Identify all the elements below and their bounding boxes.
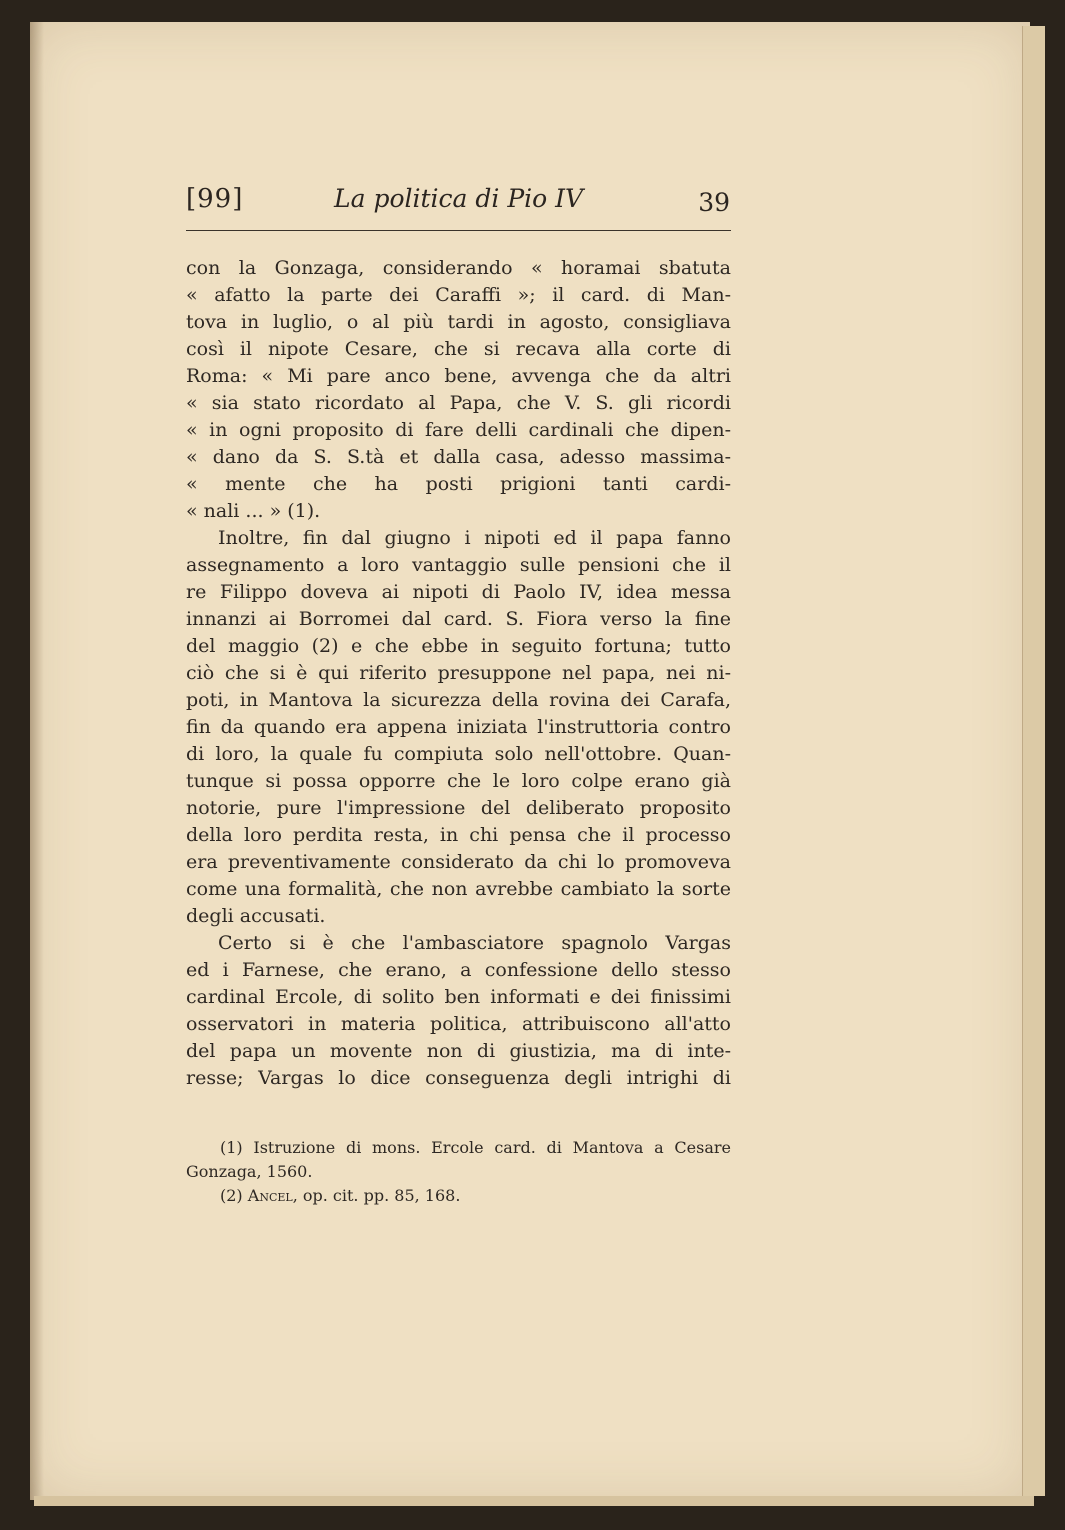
- text-line: fin da quando era appena iniziata l'instruttoria contro: [186, 716, 731, 738]
- text-line: Certo si è che l'ambasciatore spagnolo Vargas: [218, 932, 731, 954]
- text-line: « dano da S. S.tà et dalla casa, adesso massima-: [186, 446, 731, 468]
- text-line: degli accusati.: [186, 905, 326, 927]
- text-line: di loro, la quale fu compiuta solo nell'ottobre. Quan-: [186, 743, 731, 765]
- footnotes: [186, 1136, 731, 1208]
- text-line: con la Gonzaga, considerando « horamai sbatuta: [186, 257, 731, 279]
- text-line: del papa un movente non di giustizia, ma di inte-: [186, 1040, 731, 1062]
- text-line: osservatori in materia politica, attribuiscono all'atto: [186, 1013, 731, 1035]
- footnote-1-line-1: (1) Istruzione di mons. Ercole card. di Mantova a Cesare: [220, 1138, 731, 1157]
- footnote-2-author: Ancel: [247, 1186, 293, 1205]
- text-line: Inoltre, fin dal giugno i nipoti ed il papa fanno: [218, 527, 731, 549]
- text-line: « in ogni proposito di fare delli cardinali che dipen-: [186, 419, 731, 441]
- gutter-shadow: [30, 22, 44, 1500]
- running-header: [186, 182, 734, 226]
- text-line: re Filippo doveva ai nipoti di Paolo IV, idea messa: [186, 581, 731, 603]
- text-line: « sia stato ricordato al Papa, che V. S. gli ricordi: [186, 392, 731, 414]
- page-edge-right: [1022, 26, 1045, 1496]
- body-text: [186, 255, 731, 1092]
- text-line: « mente che ha posti prigioni tanti cardi-: [186, 473, 731, 495]
- text-line: « afatto la parte dei Caraffi »; il card. di Man-: [186, 284, 731, 306]
- text-line: cardinal Ercole, di solito ben informati e dei finissimi: [186, 986, 731, 1008]
- footnote-1-line-2: Gonzaga, 1560.: [186, 1162, 313, 1181]
- footnote-2-citation: , op. cit. pp. 85, 168.: [292, 1186, 461, 1205]
- text-line: ed i Farnese, che erano, a confessione dello stesso: [186, 959, 731, 981]
- text-line: poti, in Mantova la sicurezza della rovina dei Carafa,: [186, 689, 731, 711]
- footnote-2-marker: (2): [220, 1186, 243, 1205]
- text-line: tova in luglio, o al più tardi in agosto, consigliava: [186, 311, 731, 333]
- running-title: La politica di Pio IV: [334, 184, 584, 213]
- page-edge-bottom: [34, 1496, 1034, 1506]
- text-line: così il nipote Cesare, che si recava alla corte di: [186, 338, 731, 360]
- text-line: notorie, pure l'impressione del deliberato proposito: [186, 797, 731, 819]
- text-line: ciò che si è qui riferito presuppone nel papa, nei ni-: [186, 662, 731, 684]
- text-line: tunque si possa opporre che le loro colpe erano già: [186, 770, 731, 792]
- text-line: della loro perdita resta, in chi pensa che il processo: [186, 824, 731, 846]
- text-line: era preventivamente considerato da chi lo promoveva: [186, 851, 731, 873]
- page-number: 39: [698, 188, 730, 217]
- header-rule: [186, 230, 731, 231]
- footnote-2: [186, 1184, 731, 1208]
- text-line: assegnamento a loro vantaggio sulle pensioni che il: [186, 554, 731, 576]
- text-line: come una formalità, che non avrebbe cambiato la sorte: [186, 878, 731, 900]
- folio-number: [99]: [186, 184, 244, 214]
- text-line: del maggio (2) e che ebbe in seguito fortuna; tutto: [186, 635, 731, 657]
- text-line: « nali ... » (1).: [186, 500, 321, 522]
- text-line: Roma: « Mi pare anco bene, avvenga che da altri: [186, 365, 731, 387]
- text-line: resse; Vargas lo dice conseguenza degli intrighi di: [186, 1067, 731, 1089]
- text-line: innanzi ai Borromei dal card. S. Fiora verso la fine: [186, 608, 731, 630]
